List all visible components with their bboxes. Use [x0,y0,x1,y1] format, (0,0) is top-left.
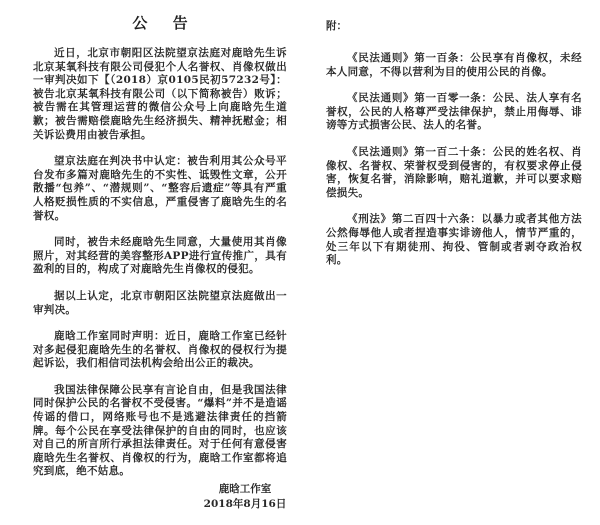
law-criminal-246: 《刑法》第二百四十六条：以暴力或者其他方法公然侮辱他人或者捏造事实诽谤他人，情节严重的，处三年以下有期徒刑、拘役、管制或者剥夺政治权利。 [326,213,582,267]
signature-name: 鹿晗工作室 [218,483,272,495]
annex-section [326,18,582,281]
paragraph-studio-statement: 鹿晗工作室同时声明：近日，鹿晗工作室已经针对多起侵犯鹿晗先生的名誉权、肖像权的侵权行为提起诉讼，我们相信司法机构会给出公正的裁决。 [33,330,287,370]
paragraph-court-finding-portrait: 同时，被告未经鹿晗先生同意，大量使用其肖像照片，对其经营的美容整形APP进行宣传推广，具有盈利的目的，构成了对鹿晗先生肖像权的侵犯。 [33,236,287,276]
paragraph-court-finding-reputation: 望京法庭在判决书中认定：被告利用其公众号平台发布多篇对鹿晗先生的不实性、诋毁性文章，公开散播“包养”、“潜规则”、“整容后遗症”等具有严重人格贬损性质的不实信息，严重侵害了鹿晗先生的名誉权。 [33,155,287,222]
paragraph-conclusion: 据以上认定，北京市朝阳区法院望京法庭做出一审判决。 [33,289,287,316]
signature-date: 2018年8月16日 [203,498,287,510]
signature-block [160,482,330,512]
annex-label: 附： [326,20,347,32]
law-article-101: 《民法通则》第一百零一条：公民、法人享有名誉权，公民的人格尊严受法律保护，禁止用侮辱、诽谤等方式损害公民、法人的名誉。 [326,92,582,132]
announcement-body [33,12,287,492]
law-article-100: 《民法通则》第一百条：公民享有肖像权，未经本人同意，不得以营利为目的使用公民的肖像。 [326,52,582,78]
law-article-120: 《民法通则》第一百二十条：公民的姓名权、肖像权、名誉权、荣誉权受到侵害的，有权要求停止侵害，恢复名誉，消除影响，赔礼道歉，并可以要求赔偿损失。 [326,145,582,199]
paragraph-verdict: 近日，北京市朝阳区法院望京法庭对鹿晗先生诉北京某氧科技有限公司侵犯个人名誉权、肖像权做出一审判决如下【（2018）京0105民初57232号】：被告北京某氧科技有限公司（以下简称被告）败诉；被告需在其管理运营的微信公众号上向鹿晗先生道歉；被告需赔偿鹿晗先生经济损失、精神抚慰金；相关诉讼费用由被告承担。 [33,47,287,141]
announcement-title: 公 告 [132,14,198,32]
paragraph-free-speech: 我国法律保障公民享有言论自由，但是我国法律同时保护公民的名誉权不受侵害。“爆料”并不是造谣传谣的借口，网络账号也不是逃避法律责任的挡箭牌。每个公民在享受法律保护的自由的同时，也应该对自己的所言所行承担法律责任。对于任何有意侵害鹿晗先生名誉权、肖像权的行为，鹿晗工作室都将追究到底，绝不姑息。 [33,383,287,478]
